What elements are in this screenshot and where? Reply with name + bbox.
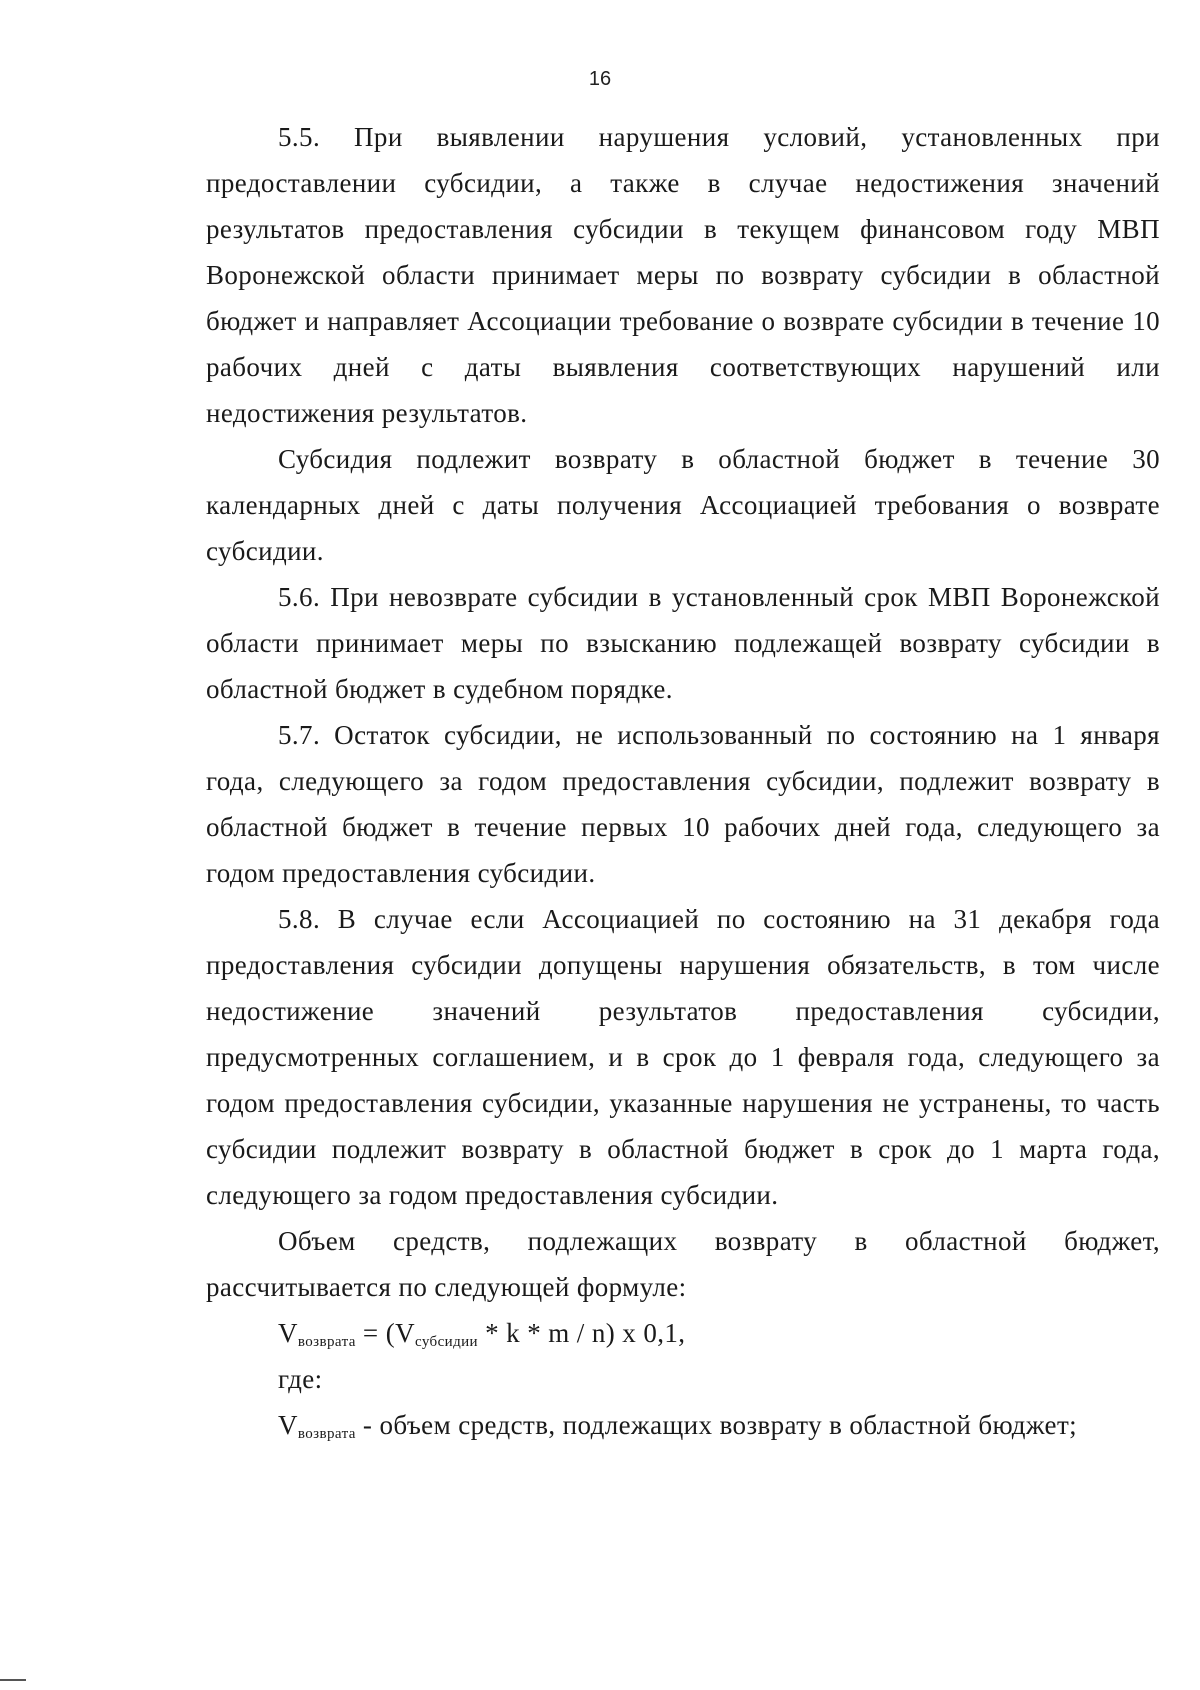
paragraph-5-7: 5.7. Остаток субсидии, не использованный по состоянию на 1 января года, следующего за годом предоставления субсидии, подлежит возврату в областной бюджет в течение первых 10 рабочих дней года, следующего за годом предоставления субсидии. [206,720,1160,888]
page-number: 16 [588,68,612,90]
formula-rhs-subscript: субсидии [414,1334,478,1350]
formula-lhs-symbol: V [278,1318,298,1348]
scan-edge-mark [0,1679,26,1681]
definition-line [206,1402,1160,1448]
formula-rhs-tail: * k * m / n) x 0,1, [477,1318,686,1348]
formula [206,1310,1160,1356]
paragraph-5-5: 5.5. При выявлении нарушения условий, установленных при предоставлении субсидии, а также в случае недостижения значений результатов предоставления субсидии в текущем финансовом году МВП Воронежской области принимает меры по возврату субсидии в областной бюджет и направляет Ассоциации требование о возврате субсидии в течение 10 рабочих дней с даты выявления соответствующих нарушений или недостижения результатов. [206,122,1160,428]
formula-eq-open: = (V [355,1318,415,1348]
document-body [206,114,1160,1448]
paragraph-volume-formula-intro: Объем средств, подлежащих возврату в областной бюджет, рассчитывается по следующей формуле: [206,1226,1160,1302]
formula-lhs-subscript: возврата [297,1334,356,1350]
definition-text: - объем средств, подлежащих возврату в областной бюджет; [355,1410,1078,1440]
paragraph-5-6: 5.6. При невозврате субсидии в установленный срок МВП Воронежской области принимает меры по взысканию подлежащей возврату субсидии в областной бюджет в судебном порядке. [206,582,1160,704]
paragraph-5-8: 5.8. В случае если Ассоциацией по состоянию на 31 декабря года предоставления субсидии допущены нарушения обязательств, в том числе недостижение значений результатов предоставления субсидии, предусмотренных соглашением, и в срок до 1 февраля года, следующего за годом предоставления субсидии, указанные нарушения не устранены, то часть субсидии подлежит возврату в областной бюджет в срок до 1 марта года, следующего за годом предоставления субсидии. [206,904,1160,1210]
definition-subscript: возврата [297,1426,356,1442]
definition-symbol: V [278,1410,298,1440]
paragraph-subsidy-return: Субсидия подлежит возврату в областной бюджет в течение 30 календарных дней с даты получения Ассоциацией требования о возврате субсидии. [206,444,1160,566]
where-label: где: [278,1364,323,1394]
